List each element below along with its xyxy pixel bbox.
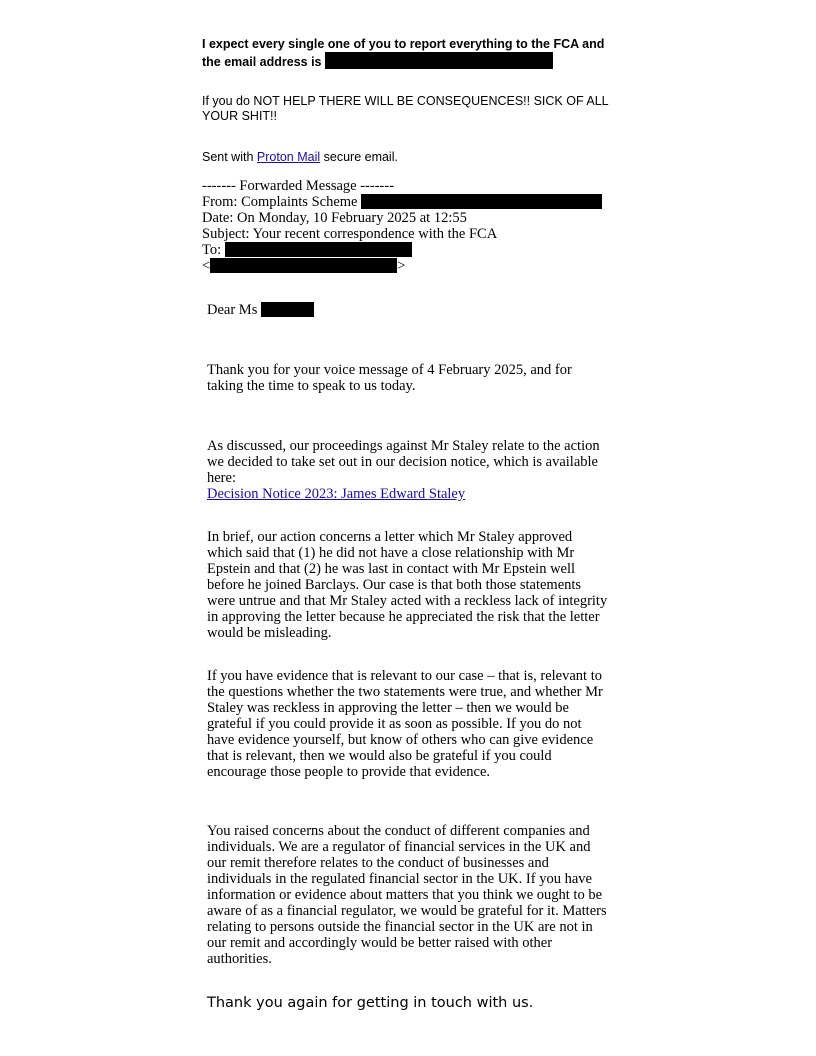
redacted-surname (261, 302, 314, 317)
angle-close: > (397, 258, 406, 274)
letter-greeting (207, 302, 611, 318)
proton-mail-link[interactable]: Proton Mail (256, 150, 321, 164)
forwarded-to-address (202, 258, 622, 274)
letter-paragraph-2 (207, 438, 611, 502)
paragraph-2-text: As discussed, our proceedings against Mr Staley relate to the action we decided to take set out in our decision notice, which is available here: (207, 438, 600, 486)
redacted-from-address (361, 194, 602, 209)
to-label: To: (202, 242, 222, 258)
angle-open: < (202, 258, 211, 274)
greeting-text: Dear Ms (207, 302, 258, 318)
sender-instruction (202, 37, 622, 70)
decision-notice-link[interactable]: Decision Notice 2023: James Edward Staley (207, 486, 466, 502)
sender-instruction-text: I expect every single one of you to report everything to the FCA and the email address is (202, 37, 605, 69)
letter-paragraph-3: In brief, our action concerns a letter which Mr Staley approved which said that (1) he did not have a close relationship with Mr Epstein and that (2) he was last in contact with Mr Epstein well before he joined Barclays. Our case is that both those statements were untrue and that Mr Staley acted with a reckless lack of integrity in approving the letter because he appreciated the risk that the letter would be misleading. (207, 529, 608, 641)
sent-with-signature (202, 150, 398, 165)
redacted-to-name (225, 242, 412, 257)
forwarded-header (202, 178, 622, 274)
forwarded-title: ------- Forwarded Message ------- (202, 178, 395, 194)
sent-prefix: Sent with (202, 150, 254, 164)
letter-paragraph-4: If you have evidence that is relevant to our case – that is, relevant to the questions whether the two statements were true, and whether Mr Staley was reckless in approving the letter – then we would be grateful if you could provide it as soon as possible. If you do not have evidence yourself, but know of others who can give evidence that is relevant, then we would also be grateful if you could encourage those people to provide that evidence. (207, 668, 603, 780)
forwarded-to (202, 242, 622, 258)
letter-closing: Thank you again for getting in touch with us. (207, 995, 534, 1011)
letter-paragraph-1: Thank you for your voice message of 4 February 2025, and for taking the time to speak to us today. (207, 362, 572, 394)
from-label: From: Complaints Scheme (202, 194, 358, 210)
forwarded-date: Date: On Monday, 10 February 2025 at 12:55 (202, 210, 467, 226)
redacted-email-address (325, 52, 553, 69)
forwarded-subject: Subject: Your recent correspondence with the FCA (202, 226, 498, 242)
forwarded-from (202, 194, 622, 210)
sender-warning: If you do NOT HELP THERE WILL BE CONSEQUENCES!! SICK OF ALL YOUR SHIT!! (202, 94, 609, 123)
sent-suffix: secure email. (323, 150, 398, 164)
redacted-to-address (210, 258, 397, 273)
letter-paragraph-5: You raised concerns about the conduct of different companies and individuals. We are a regulator of financial services in the UK and our remit therefore relates to the conduct of businesses and individuals in the regulated financial sector in the UK. If you have information or evidence about matters that you think we ought to be aware of as a financial regulator, we would be grateful for it. Matters relating to persons outside the financial sector in the UK are not in our remit and accordingly would be better raised with other authorities. (207, 823, 607, 967)
